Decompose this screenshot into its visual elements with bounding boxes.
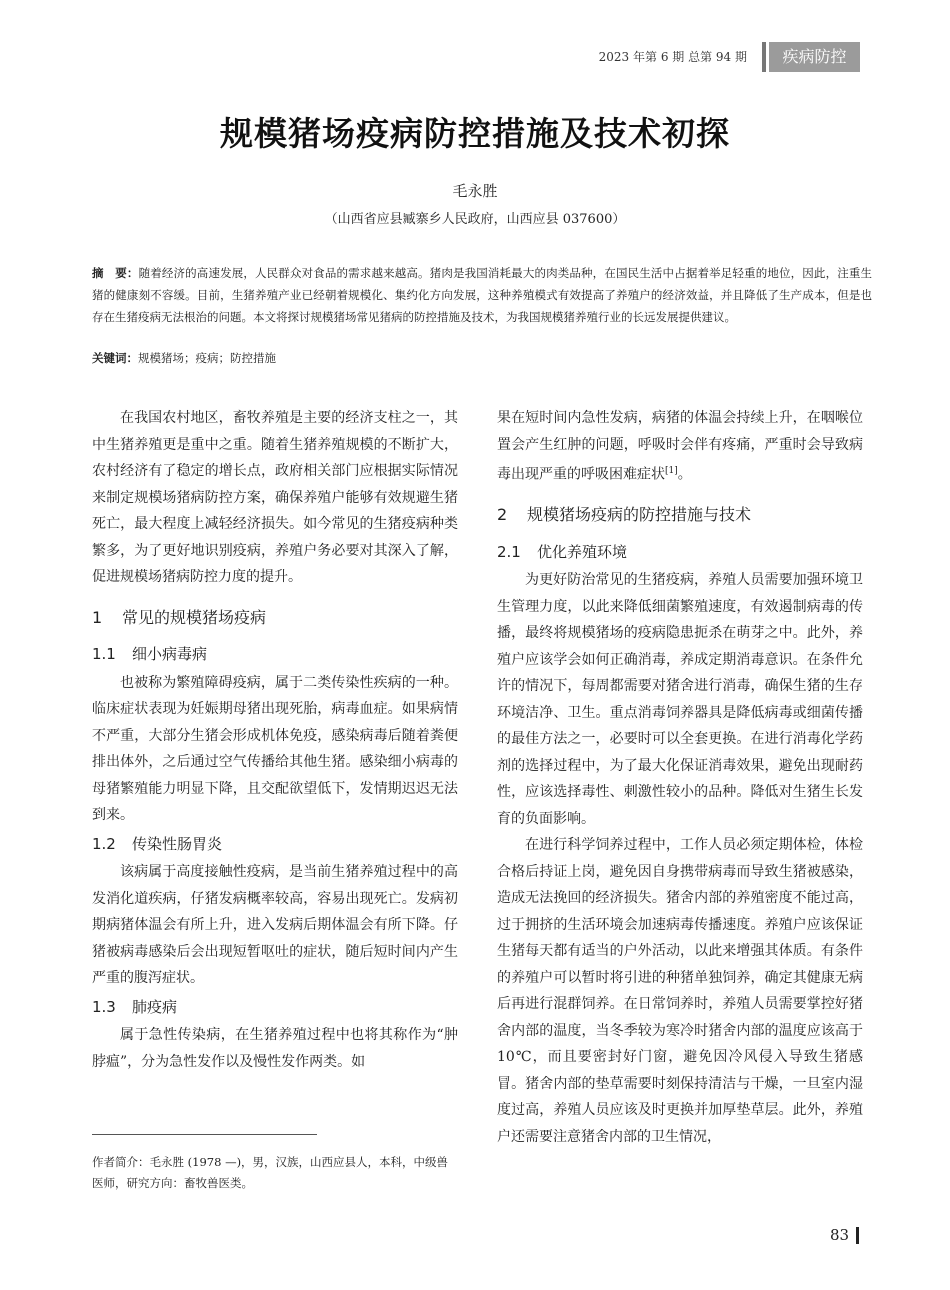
section-1-2-heading: 1.2 传染性肠胃炎 bbox=[92, 834, 223, 853]
section-1-1-text: 也被称为繁殖障碍疫病，属于二类传染性疾病的一种。临床症状表现为妊娠期母猪出现死胎，病毒血症。如果病情不严重，大部分生猪会形成机体免疫，感染病毒后随着粪便排出体外，之后通过空气传播给其他生猪。感染细小病毒的母猪繁殖能力明显下降，且交配欲望低下，发情期迟迟无法到来。 bbox=[92, 674, 458, 823]
author: 毛永胜 bbox=[452, 182, 498, 200]
citation-ref: [1] bbox=[665, 466, 678, 476]
keywords bbox=[92, 350, 276, 366]
issue-info: 2023 年第 6 期 总第 94 期 bbox=[598, 50, 747, 64]
author-footnote: 作者简介：毛永胜 (1978 —)，男，汉族，山西应县人，本科，中级兽医师，研究方向：畜牧兽医类。 bbox=[92, 1155, 449, 1190]
abstract bbox=[92, 262, 872, 328]
section-2-1-paragraph-1: 为更好防治常见的生猪疫病，养殖人员需要加强环境卫生管理力度，以此来降低细菌繁殖速度，有效遏制病毒的传播，最终将规模猪场的疫病隐患扼杀在萌芽之中。此外，养殖户应该学会如何正确消毒，养成定期消毒意识。在条件允许的情况下，每周都需要对猪舍进行消毒，确保生猪的生存环境洁净、卫生。重点消毒饲养器具是降低病毒或细菌传播的最佳方法之一，必要时可以全套更换。在进行消毒化学药剂的选择过程中，为了最大化保证消毒效果，避免出现耐药性，应该选择毒性、刺激性较小的品种。降低对生猪生长发育的负面影响。 bbox=[497, 572, 863, 827]
section-2-1-heading: 2.1 优化养殖环境 bbox=[497, 542, 628, 561]
section-1-heading: 1 常见的规模猪场疫病 bbox=[92, 607, 267, 627]
abstract-label: 摘 要： bbox=[92, 266, 139, 280]
article-title: 规模猪场疫病防控措施及技术初探 bbox=[220, 114, 730, 153]
abstract-text: 随着经济的高速发展，人民群众对食品的需求越来越高。猪肉是我国消耗最大的肉类品种，在国民生活中占据着举足轻重的地位，因此，注重生猪的健康刻不容缓。目前，生猪养殖产业已经朝着规模化、集约化方向发展，这种养殖模式有效提高了养殖户的经济效益，并且降低了生产成本，但是也存在生猪疫病无法根治的问题。本文将探讨规模猪场常见猪病的防控措施及技术，为我国规模猪养殖行业的长远发展提供建议。 bbox=[92, 266, 872, 324]
right-column bbox=[497, 405, 863, 1150]
section-1-3-text: 属于急性传染病，在生猪养殖过程中也将其称作为“肿脖瘟”，分为急性发作以及慢性发作两类。如 bbox=[92, 1027, 458, 1070]
section-tag: 疾病防控 bbox=[769, 42, 860, 72]
section-2-heading: 2 规模猪场疫病的防控措施与技术 bbox=[497, 505, 752, 525]
intro-paragraph: 在我国农村地区，畜牧养殖是主要的经济支柱之一，其中生猪养殖更是重中之重。随着生猪养殖规模的不断扩大，农村经济有了稳定的增长点，政府相关部门应根据实际情况来制定规模场猪病防控方案，确保养殖户能够有效规避生猪死亡，最大程度上减轻经济损失。如今常见的生猪疫病种类繁多，为了更好地识别疫病，养殖户务必要对其深入了解，促进规模场猪病防控力度的提升。 bbox=[92, 410, 458, 585]
section-1-2-text: 该病属于高度接触性疫病，是当前生猪养殖过程中的高发消化道疾病，仔猪发病概率较高，容易出现死亡。发病初期病猪体温会有所上升，进入发病后期体温会有所下降。仔猪被病毒感染后会出现短暂呕吐的症状，随后短时间内产生严重的腹泻症状。 bbox=[92, 864, 458, 986]
affiliation: （山西省应县臧寨乡人民政府，山西应县 037600） bbox=[324, 212, 626, 227]
section-1-3-heading: 1.3 肺疫病 bbox=[92, 997, 178, 1016]
section-1-1-heading: 1.1 细小病毒病 bbox=[92, 645, 208, 663]
header-separator bbox=[762, 42, 766, 72]
section-2-1-paragraph-2: 在进行科学饲养过程中，工作人员必须定期体检，体检合格后持证上岗，避免因自身携带病毒而导致生猪被感染，造成无法挽回的经济损失。猪舍内部的养殖密度不能过高，过于拥挤的生活环境会加速病毒传播速度。养殖户应该保证生猪每天都有适当的户外活动，以此来增强其体质。有条件的养殖户可以暂时将引进的种猪单独饲养，确定其健康无病后再进行混群饲养。在日常饲养时，养殖人员需要掌控好猪舍内部的温度，当冬季较为寒冷时猪舍内部的温度应该高于10℃，而且要密封好门窗，避免因冷风侵入导致生猪感冒。猪舍内部的垫草需要时刻保持清洁与干燥，一旦室内湿度过高，养殖人员应该及时更换并加厚垫草层。此外，养殖户还需要注意猪舍内部的卫生情况， bbox=[497, 837, 863, 1145]
page-number: 83 bbox=[830, 1226, 850, 1244]
footnote-rule bbox=[92, 1134, 317, 1135]
keywords-text: 规模猪场；疫病；防控措施 bbox=[138, 351, 276, 365]
left-column bbox=[92, 405, 458, 1075]
keywords-label: 关键词： bbox=[92, 351, 138, 365]
page-number-bar bbox=[856, 1227, 859, 1244]
continued-paragraph: 果在短时间内急性发病，病猪的体温会持续上升，在咽喉位置会产生红肿的问题，呼吸时会伴有疼痛，严重时会导致病毒出现严重的呼吸困难症状[1]。 bbox=[497, 410, 863, 483]
